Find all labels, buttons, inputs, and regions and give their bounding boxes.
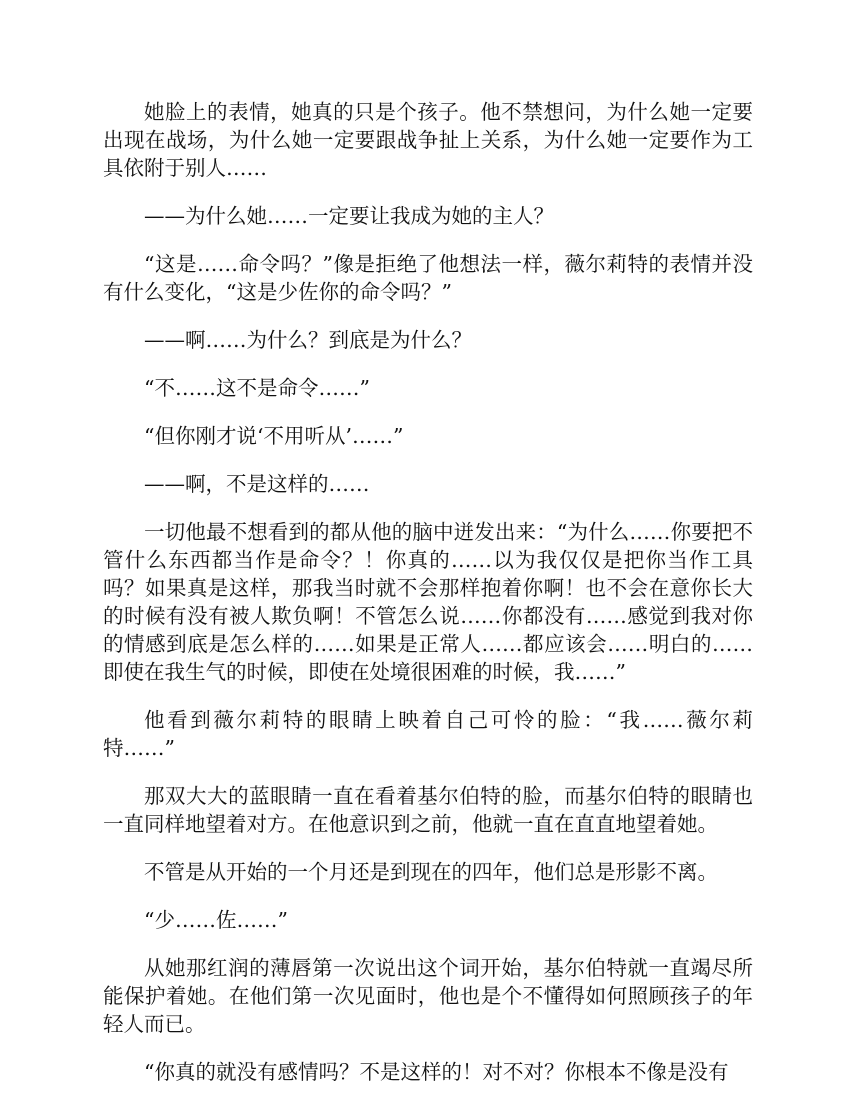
paragraph: “不……这不是命令……”: [144, 376, 370, 400]
paragraph: “但你刚才说‘不用听从’……”: [144, 424, 404, 448]
paragraph: 不管是从开始的一个月还是到现在的四年，他们总是形影不离。: [144, 860, 718, 884]
paragraph: 从她那红润的薄唇第一次说出这个词开始，基尔伯特就一直竭尽所能保护着她。在他们第一次见面时，他也是个不懂得如何照顾孩子的年轻人而已。: [103, 956, 753, 1036]
paragraph: 他看到薇尔莉特的眼睛上映着自己可怜的脸：“我……薇尔莉特……”: [103, 708, 753, 760]
document-body: [103, 98, 753, 1106]
paragraph: ——啊，不是这样的……: [144, 472, 370, 496]
paragraph: 她脸上的表情，她真的只是个孩子。他不禁想问，为什么她一定要出现在战场，为什么她一定要跟战争扯上关系，为什么她一定要作为工具依附于别人……: [103, 100, 753, 180]
paragraph: “你真的就没有感情吗？不是这样的！对不对？你根本不像是没有: [144, 1060, 729, 1084]
paragraph: ——为什么她……一定要让我成为她的主人？: [144, 204, 554, 228]
paragraph: “少……佐……”: [144, 908, 288, 932]
paragraph: 一切他最不想看到的都从他的脑中迸发出来：“为什么……你要把不管什么东西都当作是命令？！你真的……以为我仅仅是把你当作工具吗？如果真是这样，那我当时就不会那样抱着你啊！也不会在意你长大的时候有没有被人欺负啊！不管怎么说……你都没有……感觉到我对你的情感到底是怎么样的……如果是正常人……都应该会……明白的……即使在我生气的时候，即使在处境很困难的时候，我……”: [103, 520, 753, 684]
paragraph: 那双大大的蓝眼睛一直在看着基尔伯特的脸，而基尔伯特的眼睛也一直同样地望着对方。在他意识到之前，他就一直在直直地望着她。: [103, 784, 753, 836]
paragraph: “这是……命令吗？”像是拒绝了他想法一样，薇尔莉特的表情并没有什么变化，“这是少佐你的命令吗？”: [103, 252, 753, 304]
paragraph: ——啊……为什么？到底是为什么？: [144, 328, 472, 352]
